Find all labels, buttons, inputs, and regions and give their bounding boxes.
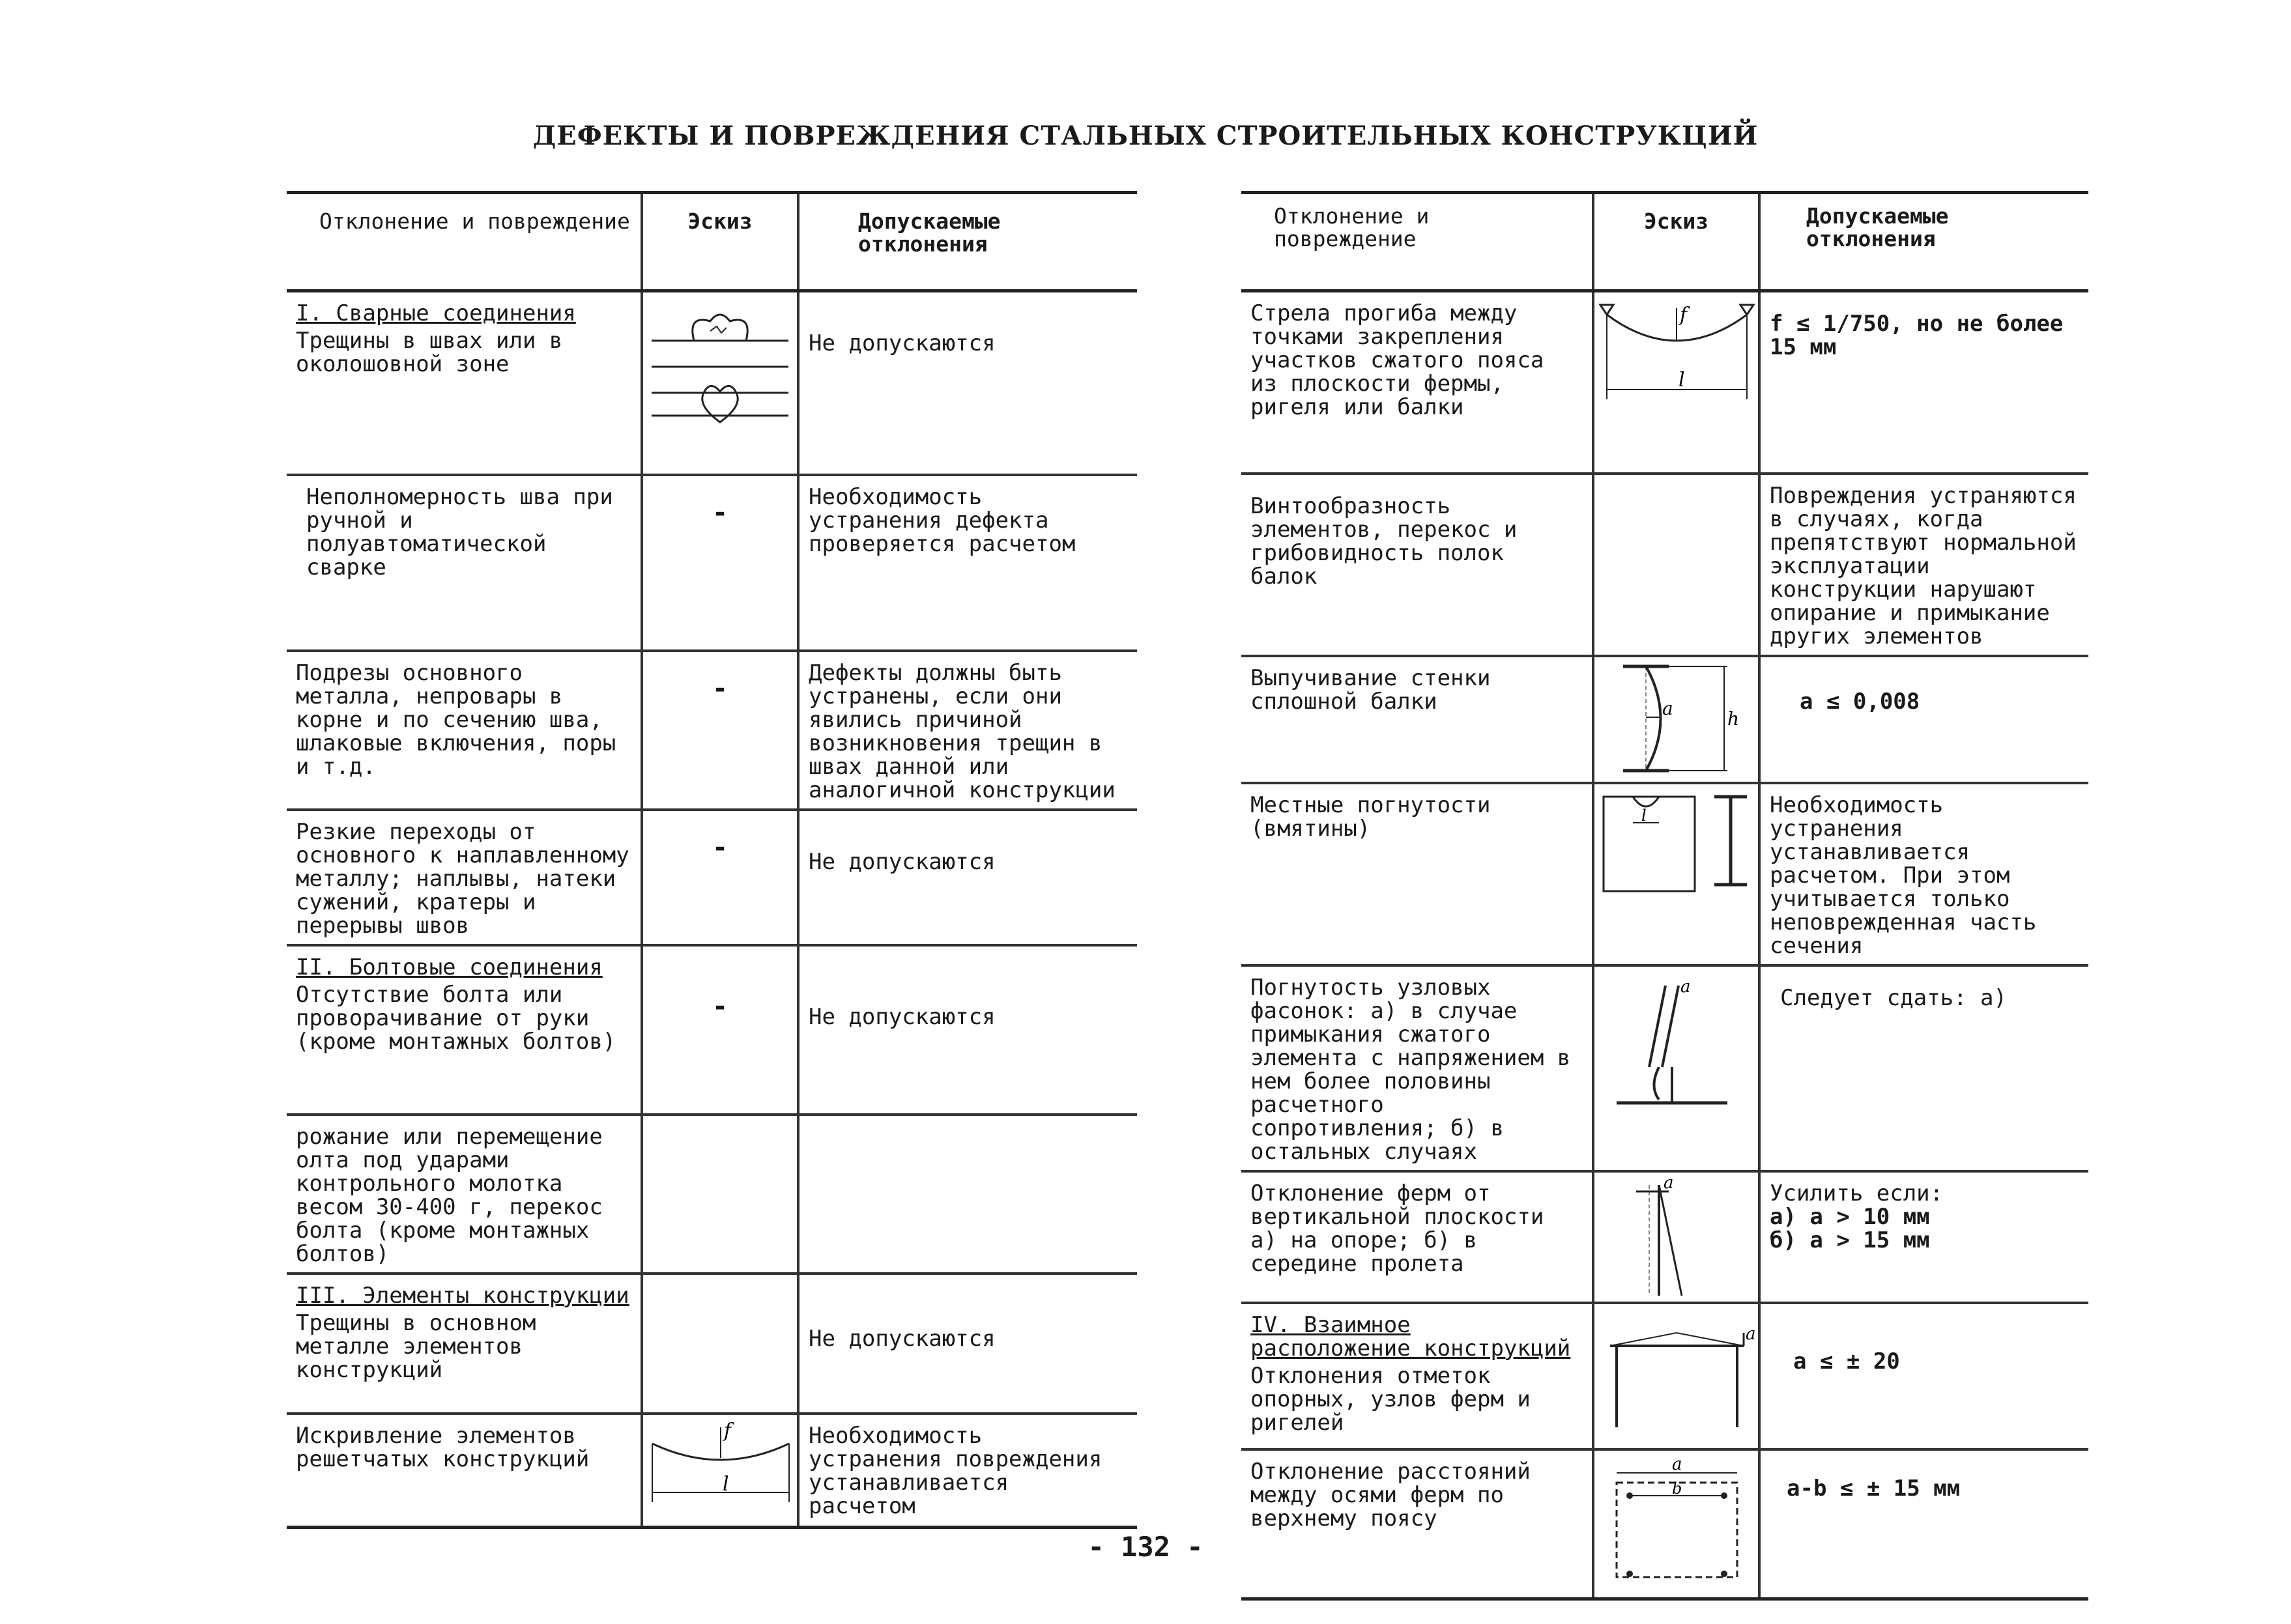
- table-row: [1241, 783, 2088, 965]
- table-header-row: [1241, 193, 2088, 291]
- sketch-dash: -: [712, 991, 728, 1021]
- sketch-cell: [642, 475, 798, 651]
- allowed-line: Усилить если:: [1770, 1180, 1944, 1206]
- deviation-cell: [1241, 965, 1593, 1171]
- sketch-label-h: h: [1727, 707, 1740, 730]
- deviation-text: Погнутость узловых фасонок: а) в случае примыкания сжатого элемента с напряжением в нем более половины расчетного сопротивления; б) в остальных случаях: [1250, 974, 1571, 1165]
- table-row: [287, 1414, 1137, 1528]
- deviation-text: Винтообразность элементов, перекос и грибовидность полок балок: [1250, 492, 1518, 590]
- sketch-cell: [642, 291, 798, 475]
- allowed-text: f ≤ 1/750, но не более 15 мм: [1770, 311, 2064, 360]
- deviation-text: Резкие переходы от основного к наплавленному металлу; наплывы, натеки сужений, кратеры и перерывы швов: [296, 818, 629, 939]
- support-level-sketch: [1597, 1307, 1757, 1437]
- table-row: [287, 291, 1137, 475]
- sketch-label-a: a: [1680, 976, 1691, 997]
- deviation-cell: [287, 651, 642, 810]
- deviation-text: Отклонения отметок опорных, узлов ферм и ригелей: [1250, 1362, 1531, 1436]
- sketch-cell: [642, 1414, 798, 1528]
- sketch-cell: [642, 1115, 798, 1274]
- deviation-text: Стрела прогиба между точками закрепления участков сжатого пояса из плоскости фермы, ригеля или балки: [1250, 300, 1544, 420]
- sketch-dash: -: [712, 497, 728, 528]
- page-title: ДЕФЕКТЫ И ПОВРЕЖДЕНИЯ СТАЛЬНЫХ СТРОИТЕЛЬНЫХ КОНСТРУКЦИЙ: [532, 121, 1759, 151]
- deviation-text: рожание или перемещение олта под ударами контрольного молотка весом 30-400 г, перекос болта (кроме монтажных болтов): [296, 1123, 603, 1267]
- sketch-label-b: b: [1672, 1479, 1682, 1498]
- sketch-label-l: l: [1641, 806, 1647, 825]
- local-dent-sketch: [1597, 787, 1757, 898]
- sketch-cell: [1593, 783, 1759, 965]
- deviation-cell: [1241, 1449, 1593, 1599]
- deviation-text: Отклонение расстояний между осями ферм по верхнему поясу: [1250, 1458, 1531, 1531]
- allowed-cell: [1759, 783, 2088, 965]
- allowed-text: Не допускаются: [809, 1325, 996, 1352]
- header-sketch: Эскиз: [1593, 193, 1759, 291]
- sketch-cell: [1593, 965, 1759, 1171]
- deviation-cell: [287, 810, 642, 945]
- allowed-cell: [1759, 1171, 2088, 1303]
- deviation-cell: [287, 945, 642, 1115]
- deviation-cell: [1241, 474, 1593, 656]
- table-row: [1241, 474, 2088, 656]
- header-deviation: Отклонение и повреждение: [287, 193, 642, 291]
- allowed-text: a ≤ ± 20: [1793, 1348, 1900, 1375]
- allowed-text: Необходимость устранения дефекта проверяется расчетом: [809, 483, 1076, 557]
- curved-element-sketch: [646, 1417, 796, 1515]
- sketch-label-l: l: [1679, 369, 1685, 392]
- truss-tilt-sketch: [1597, 1175, 1757, 1299]
- sketch-cell: [1593, 1303, 1759, 1449]
- deviation-text: Местные погнутости (вмятины): [1250, 791, 1491, 842]
- header-allowed: [1759, 193, 2088, 291]
- allowed-line: б) a > 15 мм: [1770, 1227, 1930, 1253]
- allowed-cell: [1759, 965, 2088, 1171]
- table-row: [1241, 1303, 2088, 1449]
- allowed-cell: [798, 291, 1137, 475]
- deviation-cell: [287, 1274, 642, 1414]
- weld-crack-sketch: [648, 295, 792, 432]
- page-number: - 132 -: [1088, 1531, 1203, 1563]
- gusset-bending-sketch: [1597, 969, 1757, 1119]
- deviation-cell: [1241, 783, 1593, 965]
- deviation-text: Неполномерность шва при ручной и полуавтоматической сварке: [306, 483, 613, 580]
- allowed-cell: [1759, 656, 2088, 783]
- table-row: [287, 1274, 1137, 1414]
- sketch-label-a: a: [1672, 1454, 1682, 1474]
- allowed-cell: [798, 810, 1137, 945]
- allowed-cell: [798, 1414, 1137, 1528]
- section-title: III. Элементы конструкции: [296, 1282, 629, 1309]
- deviation-text: Отклонение ферм от вертикальной плоскости а) на опоре; б) в середине пролета: [1250, 1180, 1544, 1277]
- deviation-text: Искривление элементов решетчатых конструкций: [296, 1422, 590, 1472]
- allowed-text: Не допускаются: [809, 848, 996, 875]
- allowed-cell: [798, 1274, 1137, 1414]
- allowed-cell: [798, 651, 1137, 810]
- deviation-cell: [287, 1115, 642, 1274]
- table-header-row: [287, 193, 1137, 291]
- header-sketch: Эскиз: [642, 193, 798, 291]
- sketch-label-a: a: [1746, 1324, 1756, 1344]
- sketch-cell: [1593, 1449, 1759, 1599]
- sketch-label-f: f: [724, 1419, 732, 1442]
- deviation-cell: [1241, 291, 1593, 474]
- sketch-cell: [642, 651, 798, 810]
- table-row: [1241, 1171, 2088, 1303]
- header-deviation: Отклонение и повреждение: [1241, 193, 1593, 291]
- deflection-sketch: [1597, 295, 1757, 412]
- sketch-cell: [1593, 1171, 1759, 1303]
- deviation-text: Выпучивание стенки сплошной балки: [1250, 664, 1491, 715]
- deviation-text: Трещины в швах или в околошовной зоне: [296, 328, 563, 377]
- table-row: [1241, 291, 2088, 474]
- deviation-cell: [287, 291, 642, 475]
- deviation-cell: [1241, 1171, 1593, 1303]
- section-title: II. Болтовые соединения: [296, 954, 603, 980]
- allowed-cell: [798, 1115, 1137, 1274]
- table-row: [1241, 1449, 2088, 1599]
- allowed-cell: [798, 475, 1137, 651]
- allowed-text: Дефекты должны быть устранены, если они явились причиной возникновения трещин в швах данной или аналогичной конструкции: [809, 659, 1116, 803]
- deviation-text: Подрезы основного металла, непровары в корне и по сечению шва, шлаковые включения, поры и т.д.: [296, 659, 616, 780]
- table-row: [1241, 965, 2088, 1171]
- truss-spacing-sketch: [1597, 1453, 1757, 1590]
- left-defects-table: [287, 191, 1137, 1529]
- table-row: [1241, 656, 2088, 783]
- sketch-cell: [1593, 656, 1759, 783]
- deviation-text: Отсутствие болта или проворачивание от руки (кроме монтажных болтов): [296, 981, 616, 1055]
- header-allowed-line1: Допускаемые: [1806, 203, 1949, 229]
- sketch-cell: [642, 810, 798, 945]
- header-allowed-line2: отклонения: [1806, 226, 1936, 251]
- table-row: [287, 475, 1137, 651]
- header-allowed-line2: отклонения: [858, 231, 988, 257]
- allowed-text: a ≤ 0,008: [1800, 688, 1920, 715]
- sketch-dash: -: [712, 673, 728, 704]
- table-row: [287, 810, 1137, 945]
- sketch-label-a: a: [1662, 697, 1673, 719]
- table-row: [287, 1115, 1137, 1274]
- allowed-text: Повреждения устраняются в случаях, когда препятствуют нормальной эксплуатации конструкции нарушают опирание и примыкание других элементов: [1770, 482, 2077, 649]
- allowed-cell: [798, 945, 1137, 1115]
- sketch-cell: [1593, 474, 1759, 656]
- allowed-text: Необходимость устранения устанавливается расчетом. При этом учитывается только неповрежденная часть сечения: [1770, 791, 2037, 959]
- sketch-cell: [642, 945, 798, 1115]
- deviation-cell: [1241, 656, 1593, 783]
- sketch-dash: -: [712, 832, 728, 862]
- header-allowed: [798, 193, 1137, 291]
- sketch-cell: [1593, 291, 1759, 474]
- allowed-cell: [1759, 1303, 2088, 1449]
- allowed-text: Следует сдать: a): [1780, 984, 2007, 1011]
- sketch-label-a: a: [1664, 1175, 1674, 1193]
- deviation-cell: [287, 475, 642, 651]
- right-defects-table: [1241, 191, 2088, 1601]
- deviation-cell: [287, 1414, 642, 1528]
- allowed-cell: [1759, 1449, 2088, 1599]
- deviation-cell: [1241, 1303, 1593, 1449]
- allowed-text: Не допускаются: [809, 1003, 996, 1030]
- table-row: [287, 651, 1137, 810]
- allowed-text: Не допускаются: [809, 330, 996, 356]
- web-buckling-sketch: [1597, 660, 1757, 777]
- allowed-text: Необходимость устранения повреждения устанавливается расчетом: [809, 1422, 1102, 1519]
- allowed-text: a-b ≤ ± 15 мм: [1787, 1475, 1961, 1502]
- deviation-text: Трещины в основном металле элементов конструкций: [296, 1309, 536, 1383]
- allowed-line: а) a > 10 мм: [1770, 1203, 1930, 1230]
- sketch-label-l: l: [723, 1472, 729, 1496]
- section-title: IV. Взаимное расположение конструкций: [1250, 1311, 1571, 1361]
- sketch-cell: [642, 1274, 798, 1414]
- allowed-cell: [1759, 474, 2088, 656]
- header-allowed-line1: Допускаемые: [858, 208, 1001, 234]
- allowed-cell: [1759, 291, 2088, 474]
- sketch-label-f: f: [1680, 304, 1688, 326]
- section-title: I. Сварные соединения: [296, 300, 576, 326]
- table-row: [287, 945, 1137, 1115]
